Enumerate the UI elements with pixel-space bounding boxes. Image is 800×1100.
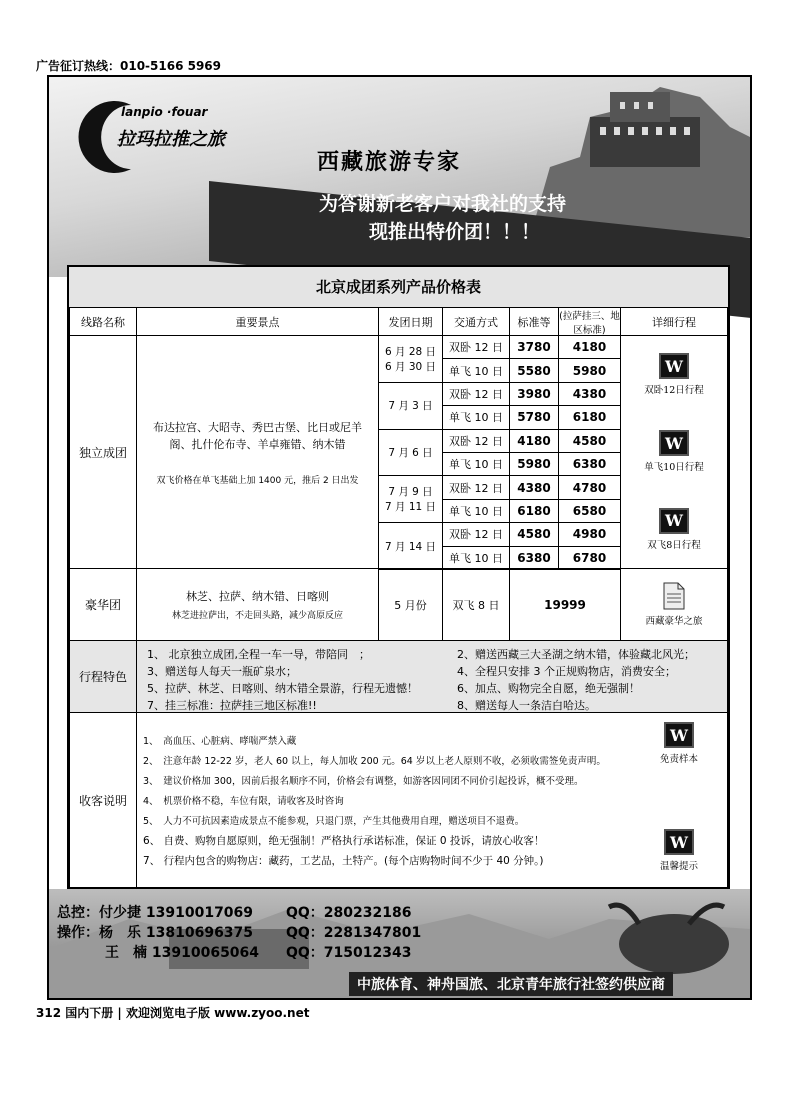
price-lhasa-cell: 5980 [558, 358, 621, 382]
price-cell: 5780 [509, 405, 559, 429]
itinerary-label-1: 双卧12日行程 [644, 385, 704, 397]
header-transport: 交通方式 [442, 307, 510, 336]
feature-item: 2、赠送西藏三大圣湖之纳木错，体验藏北风光； [457, 648, 695, 661]
contact-qq: QQ：2281347801 [286, 925, 422, 941]
contact-phone: 13910017069 [145, 905, 254, 921]
contact-qq: QQ：715012343 [286, 945, 412, 961]
disclaimer-link[interactable] [660, 722, 698, 765]
header-sights: 重要景点 [136, 307, 379, 336]
header-lhasa-standard: (拉萨挂三、地区标准) [558, 307, 621, 336]
price-lhasa-cell: 6780 [558, 546, 621, 570]
note-item: 2、 注意年龄 12-22 岁，老人 60 以上，每人加收 200 元。64 岁以上老人原则不收，必须收需签免责声明。 [143, 756, 606, 767]
route-luxury: 豪华团 [69, 568, 137, 641]
price-lhasa-cell: 4780 [558, 475, 621, 499]
price-cell: 3780 [509, 335, 559, 359]
note-item: 7、 行程内包含的购物店：藏药，工艺品，土特产。(每个店购物时间不少于 40 分钟。) [143, 855, 544, 867]
price-cell: 4180 [509, 429, 559, 453]
note-item: 1、 高血压、心脏病、哮喘严禁入藏 [143, 736, 297, 747]
table-title: 北京成团系列产品价格表 [69, 267, 728, 308]
header-date: 发团日期 [378, 307, 443, 336]
price-lhasa-cell: 6380 [558, 452, 621, 476]
feature-item: 4、全程只安排 3 个正规购物店，消费安全； [457, 665, 676, 678]
note-item: 6、 自费、购物自愿原则，绝无强制！严格执行承诺标准，保证 0 投诉，请放心收客！ [143, 835, 545, 847]
price-cell: 5580 [509, 358, 559, 382]
contact-name: 王 楠 [105, 945, 147, 961]
itinerary-link-1[interactable] [644, 353, 704, 396]
sights-independent-list: 布达拉宫、大昭寺、秀巴古堡、比日或尼羊阁、扎什伦布寺、羊卓雍错、纳木错 [153, 420, 362, 451]
feature-item: 1、 北京独立成团,全程一车一导，带陪同 ； [147, 648, 370, 661]
price-lhasa-cell: 4980 [558, 522, 621, 546]
transport-cell: 双卧 12 日 [442, 522, 510, 546]
transport-luxury: 双飞 8 日 [442, 568, 510, 641]
contact-role: 总控： [57, 905, 99, 921]
price-luxury: 19999 [509, 568, 621, 641]
features-label: 行程特色 [69, 640, 137, 713]
feature-item: 6、加点、购物完全自愿，绝无强制！ [457, 682, 640, 695]
tips-label: 温馨提示 [659, 861, 698, 872]
price-lhasa-cell: 6180 [558, 405, 621, 429]
route-independent: 独立成团 [69, 335, 137, 569]
contact-phone: 13810696375 [145, 925, 254, 941]
contact-name: 付少捷 [99, 905, 141, 921]
slogan-line-2: 现推出特价团！！！ [369, 221, 541, 243]
transport-cell: 单飞 10 日 [442, 546, 510, 570]
date-cell: 7 月 14 日 [378, 522, 443, 570]
contact-row [105, 942, 259, 962]
sights-luxury-list: 林芝、拉萨、纳木错、日喀则 [186, 590, 329, 603]
price-cell: 6380 [509, 546, 559, 570]
price-table [67, 265, 730, 890]
notes-label: 收客说明 [69, 712, 137, 888]
disclaimer-label: 免责样本 [659, 754, 698, 765]
ad-hotline: 广告征订热线：010-5166 5969 [36, 59, 222, 73]
date-luxury: 5 月份 [378, 568, 443, 641]
contact-phone: 13910065064 [151, 945, 260, 961]
itinerary-link-3[interactable] [647, 508, 701, 551]
slogan-line-1: 为答谢新老客户对我社的支持 [319, 193, 567, 215]
document-icon [662, 582, 686, 610]
notes-icons [644, 722, 714, 872]
sights-independent [136, 335, 379, 569]
logo-chinese: 拉玛拉推之旅 [117, 129, 225, 150]
word-doc-icon: W [659, 508, 689, 534]
feature-item: 3、赠送每人每天一瓶矿泉水； [147, 665, 297, 678]
word-doc-icon: W [664, 829, 694, 855]
header-detail: 详细行程 [620, 307, 728, 336]
date-cell: 6 月 28 日 6 月 30 日 [378, 335, 443, 383]
date-cell: 7 月 9 日 7 月 11 日 [378, 475, 443, 523]
transport-cell: 双卧 12 日 [442, 475, 510, 499]
date-cell: 7 月 3 日 [378, 382, 443, 430]
page-footer: 312 国内下册 | 欢迎浏览电子版 www.zyoo.net [36, 1006, 310, 1020]
feature-item: 5、拉萨、林芝、日喀则、纳木错全景游，行程无遗憾！ [147, 682, 418, 695]
word-doc-icon: W [659, 430, 689, 456]
transport-cell: 单飞 10 日 [442, 499, 510, 523]
transport-cell: 单飞 10 日 [442, 452, 510, 476]
itinerary-link-luxury[interactable] [620, 568, 728, 641]
contact-name: 杨 乐 [99, 925, 141, 941]
tagline-expert: 西藏旅游专家 [317, 149, 462, 175]
header-standard: 标准等 [509, 307, 559, 336]
banner [49, 77, 750, 277]
price-cell: 6180 [509, 499, 559, 523]
tips-link[interactable] [660, 829, 698, 872]
ad-frame [47, 75, 752, 1000]
note-item: 4、 机票价格不稳，车位有限，请收客及时咨询 [143, 796, 344, 807]
itinerary-label-luxury: 西藏豪华之旅 [645, 616, 703, 627]
contact-qq: QQ：280232186 [286, 905, 412, 921]
transport-cell: 双卧 12 日 [442, 335, 510, 359]
word-doc-icon: W [664, 722, 694, 748]
transport-cell: 单飞 10 日 [442, 358, 510, 382]
sights-independent-note: 双飞价格在单飞基础上加 1400 元，推后 2 日出发 [156, 475, 359, 486]
price-cell: 4380 [509, 475, 559, 499]
note-item: 3、 建议价格加 300，因前后报名顺序不同，价格会有调整，如游客因同团不同价引起投诉，概不受理。 [143, 776, 584, 787]
transport-cell: 双卧 12 日 [442, 382, 510, 406]
note-item: 5、 人力不可抗因素造成景点不能参观，只退门票，产生其他费用自理，赠送项目不退费。 [143, 816, 525, 827]
itinerary-link-2[interactable] [644, 430, 704, 473]
word-doc-icon: W [659, 353, 689, 379]
price-lhasa-cell: 4380 [558, 382, 621, 406]
date-cell: 7 月 6 日 [378, 429, 443, 477]
feature-item: 8、赠送每人一条洁白哈达。 [457, 699, 596, 712]
sights-luxury [136, 568, 379, 641]
itinerary-label-2: 单飞10日行程 [644, 462, 704, 474]
feature-item: 7、挂三标准：拉萨挂三地区标准!! [147, 699, 317, 712]
price-cell: 5980 [509, 452, 559, 476]
price-lhasa-cell: 4580 [558, 429, 621, 453]
transport-cell: 单飞 10 日 [442, 405, 510, 429]
itinerary-label-3: 双飞8日行程 [647, 539, 701, 551]
transport-cell: 双卧 12 日 [442, 429, 510, 453]
price-cell: 3980 [509, 382, 559, 406]
detail-independent [620, 335, 728, 569]
contact-row [57, 902, 253, 922]
logo-english: lanpio ·fouar [121, 105, 208, 119]
sights-luxury-note: 林芝进拉萨出，不走回头路，减少高原反应 [171, 611, 343, 621]
price-cell: 4580 [509, 522, 559, 546]
contact-row [57, 922, 253, 942]
header-route: 线路名称 [69, 307, 137, 336]
price-lhasa-cell: 6580 [558, 499, 621, 523]
price-lhasa-cell: 4180 [558, 335, 621, 359]
supplier-banner: 中旅体育、神舟国旅、北京青年旅行社签约供应商 [349, 972, 673, 996]
contact-role: 操作： [57, 925, 99, 941]
